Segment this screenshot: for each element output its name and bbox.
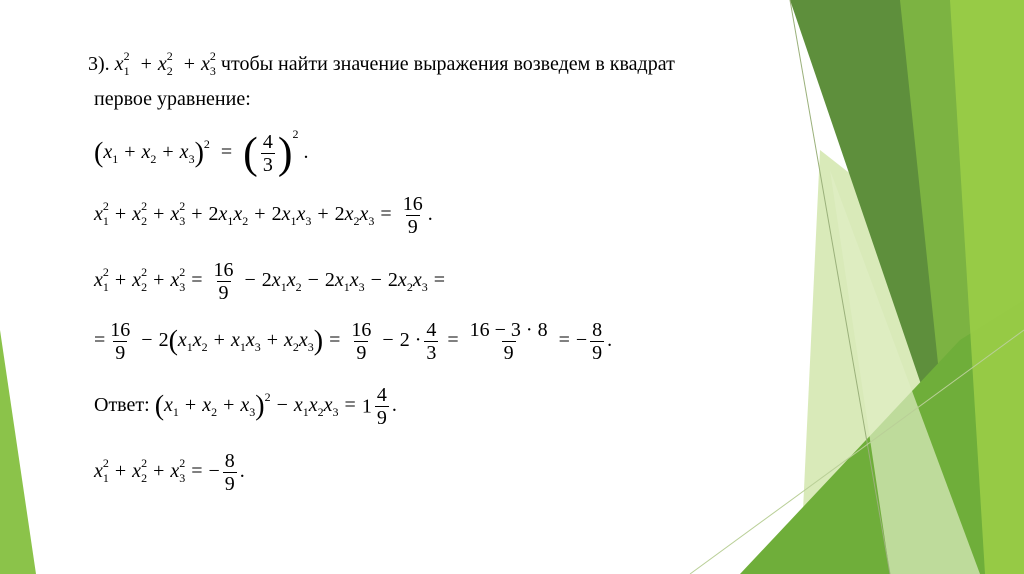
- fraction-sixteen-ninths-4: $\frac{16}{9}$: [351, 319, 372, 364]
- fraction-four-ninths: $\frac{4}{9}$: [376, 384, 387, 429]
- equation-isolated: $x_1^2 + x_2^2 + x_3^2$ = $\frac{16}{9}$ − $2x_1x_2 - 2x_1x_3 - 2x_2x_3$ =: [94, 259, 445, 304]
- fraction-four-thirds-2: $\frac{4}{3}$: [426, 319, 437, 364]
- equation-evaluated: = $\frac{16}{9}$ − $2(x_1x_2 + x_1x_3 + x_2x_3)$ = $\frac{16}{9}$ − 2 · $\frac{4}{3}$ = $\frac{16 - 3 \cdot 8}{9}$ = − $\frac{8}{9}$ .: [94, 319, 613, 364]
- sum-of-squares: $x_1^2 + x_2^2 + x_3^2$: [114, 49, 216, 78]
- problem-number: 3).: [88, 53, 110, 75]
- answer-sum-of-squares: $x_1^2 + x_2^2 + x_3^2$ = − $\frac{8}{9}$ .: [94, 450, 245, 495]
- deco-left-edge: [0, 330, 36, 574]
- fraction-sixteen-ninths-3: $\frac{16}{9}$: [110, 319, 131, 364]
- answer-label: Ответ:: [94, 394, 150, 417]
- mixed-whole: 1: [361, 395, 372, 418]
- fraction-four-thirds: $\frac{4}{3}$: [262, 130, 273, 176]
- equation-expanded: $x_1^2 + x_2^2 + x_3^2 + 2x_1x_2 + 2x_1x_3 + 2x_2x_3$ = $\frac{16}{9}$ .: [94, 193, 433, 238]
- fraction-eight-ninths: $\frac{8}{9}$: [592, 319, 603, 364]
- fraction-sixteen-ninths: $\frac{16}{9}$: [402, 193, 423, 238]
- fraction-expression: $\frac{16 - 3 \cdot 8}{9}$: [469, 319, 548, 364]
- equation-square-sum: $(x_1 + x_2 + x_3)^2$ = ( $\frac{4}{3}$ )$^2$ .: [94, 127, 309, 178]
- fraction-eight-ninths-2: $\frac{8}{9}$: [224, 450, 235, 495]
- answer-line: Ответ: $(x_1 + x_2 + x_3)^2 - x_1x_2x_3 = 1$ $\frac{4}{9}$ .: [94, 384, 397, 429]
- problem-line-1: [88, 50, 675, 77]
- fraction-sixteen-ninths-2: $\frac{16}{9}$: [213, 259, 234, 304]
- problem-lead-text: чтобы найти значение выражения возведем в квадрат: [220, 53, 675, 75]
- problem-line-2: первое уравнение:: [94, 88, 251, 110]
